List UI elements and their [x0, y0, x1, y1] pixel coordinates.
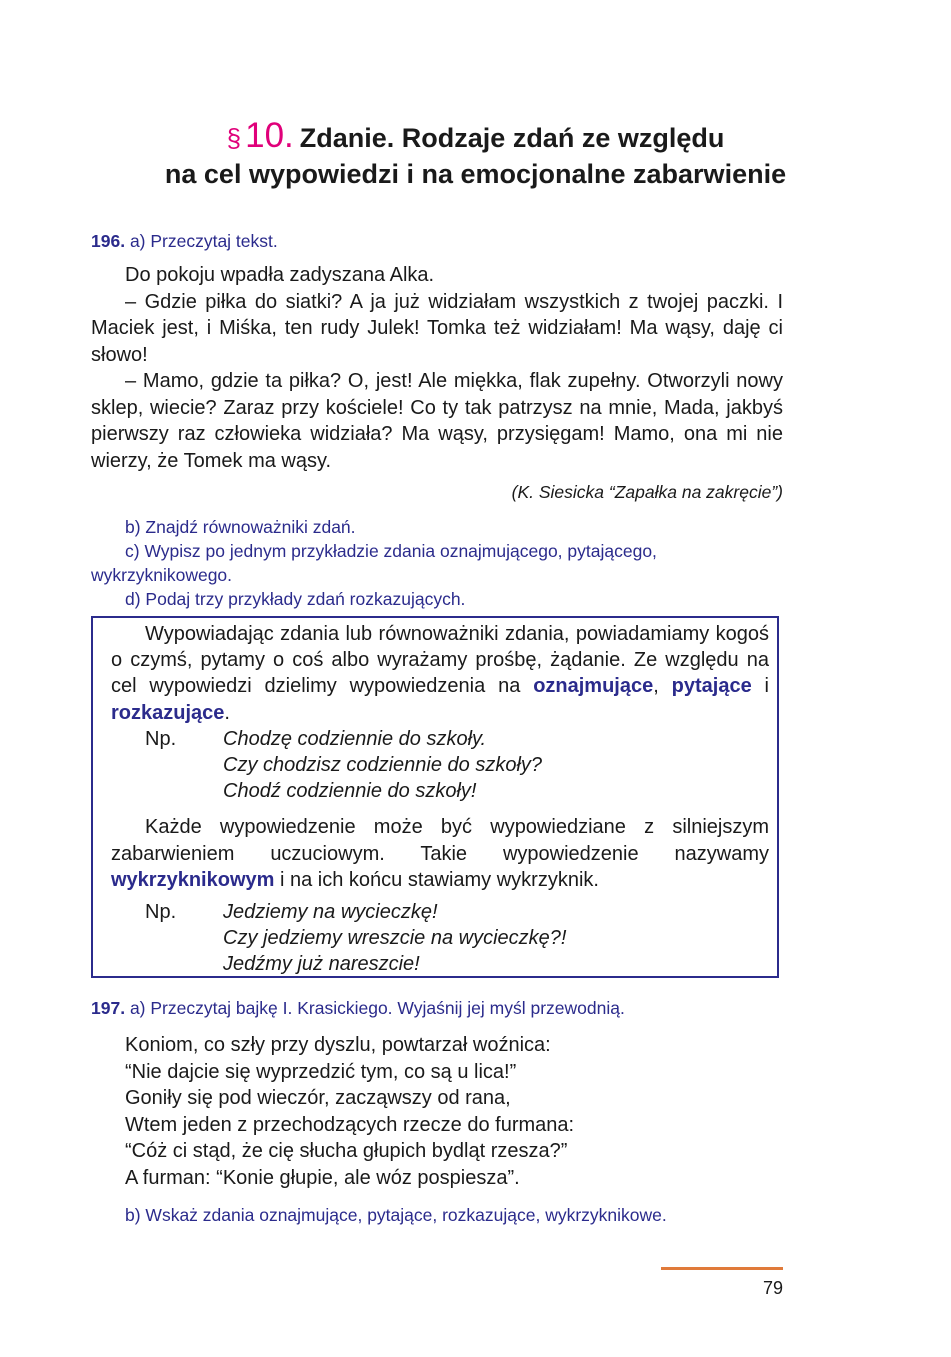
keyword: oznajmujące: [533, 675, 654, 698]
examples-1: [111, 726, 769, 805]
exercise-instruction: a) Przeczytaj tekst.: [129, 231, 278, 251]
section-number: 10.: [245, 116, 294, 155]
example-sentence: Czy chodzisz codziennie do szkoły?: [223, 754, 543, 777]
exercise-number: 197.: [91, 998, 126, 1018]
page-number-rule: [661, 1267, 783, 1270]
example-sentence: Chodzę codziennie do szkoły.: [223, 727, 487, 750]
example-sentence: Chodź codziennie do szkoły!: [223, 780, 477, 803]
poem-line: Goniły się pod wieczór, zacząwszy od rana,: [125, 1087, 511, 1110]
keyword: wykrzyknikowym: [111, 868, 275, 891]
subtask-d: d) Podaj trzy przykłady zdań rozkazujących.: [125, 589, 466, 609]
paragraph-sign: §: [226, 123, 242, 153]
keyword: pytające: [671, 675, 752, 698]
np-label: Np.: [145, 901, 177, 924]
poem-line: “Nie dajcie się wyprzedzić tym, co są u lica!”: [125, 1060, 517, 1083]
subtask-b: b) Znajdź równoważniki zdań.: [125, 517, 356, 537]
rule-paragraph-2: Każde wypowiedzenie może być wypowiedziane z silniejszym zabarwieniem uczuciowym. Takie wypowiedzenie nazywamy wykrzyknikowym i na ich końcu stawiamy wykrzyknik.: [111, 816, 769, 891]
example-sentence: Jedziemy na wycieczkę!: [223, 901, 438, 924]
poem-line: A furman: “Konie głupie, ale wóz pospiesza”.: [125, 1166, 520, 1189]
exercise-instruction: a) Przeczytaj bajkę I. Krasickiego. Wyjaśnij jej myśl przewodnią.: [129, 998, 625, 1018]
subtask-b: b) Wskaż zdania oznajmujące, pytające, rozkazujące, wykrzyknikowe.: [125, 1205, 667, 1225]
rule-paragraph-1: Wypowiadając zdania lub równoważniki zdania, powiadamiamy kogoś o czymś, pytamy o coś albo wyrażamy prośbę, żądanie. Ze względu na cel wypowiedzi dzielimy wypowiedzenia na oznajmujące, pytające i rozkazujące.: [111, 623, 769, 724]
heading-line1: Zdanie. Rodzaje zdań ze względu: [299, 123, 725, 153]
exercise-number: 196.: [91, 231, 126, 251]
poem-line: “Cóż ci stąd, że cię słucha głupich bydląt rzesza?”: [125, 1140, 568, 1163]
exercise-197-b: [91, 1203, 783, 1227]
subtask-c: c) Wypisz po jednym przykładzie zdania oznajmującego, pytającego, wykrzyknikowego.: [91, 541, 657, 585]
heading-line2: na cel wypowiedzi i na emocjonalne zabarwienie: [164, 159, 787, 189]
text-paragraph: – Mamo, gdzie ta piłka? O, jest! Ale miękka, flak zupełny. Otworzyli nowy sklep, wiecie? Zaraz przy kościele! Co ty tak patrzysz na mnie, Mada, jakbyś pierwszy raz człowieka widziała? Ma wąsy, przysięgam! Mamo, ona mi nie wierzy, że Tomek ma wąsy.: [91, 370, 783, 472]
poem-line: Koniom, co szły przy dyszlu, powtarzał woźnica:: [125, 1034, 551, 1056]
poem: [125, 1032, 574, 1192]
exercise-196-subtasks: [91, 515, 783, 611]
np-label: Np.: [145, 727, 177, 750]
poem-line: Wtem jeden z przechodzących rzecze do furmana:: [125, 1113, 575, 1136]
text-paragraph: Do pokoju wpadła zadyszana Alka.: [125, 264, 435, 286]
keyword: rozkazujące: [111, 701, 225, 724]
example-sentence: Jedźmy już nareszcie!: [223, 953, 420, 976]
examples-2: [111, 899, 769, 978]
exercise-196-text: [91, 262, 783, 474]
text-paragraph: – Gdzie piłka do siatki? A ja już widziałam wszystkich z twojej paczki. I Maciek jest, i Miśka, ten rudy Julek! Tomka też widziałam! Ma wąsy, daję ci słowo!: [91, 290, 783, 366]
page-number: 79: [762, 1278, 783, 1298]
section-heading: [0, 118, 951, 192]
example-sentence: Czy jedziemy wreszcie na wycieczkę?!: [223, 927, 567, 950]
rule-box: [91, 616, 779, 978]
text-source: (K. Siesicka “Zapałka na zakręcie”): [511, 482, 783, 502]
exercise-197-a: [91, 996, 783, 1020]
exercise-196-a: [91, 229, 783, 253]
